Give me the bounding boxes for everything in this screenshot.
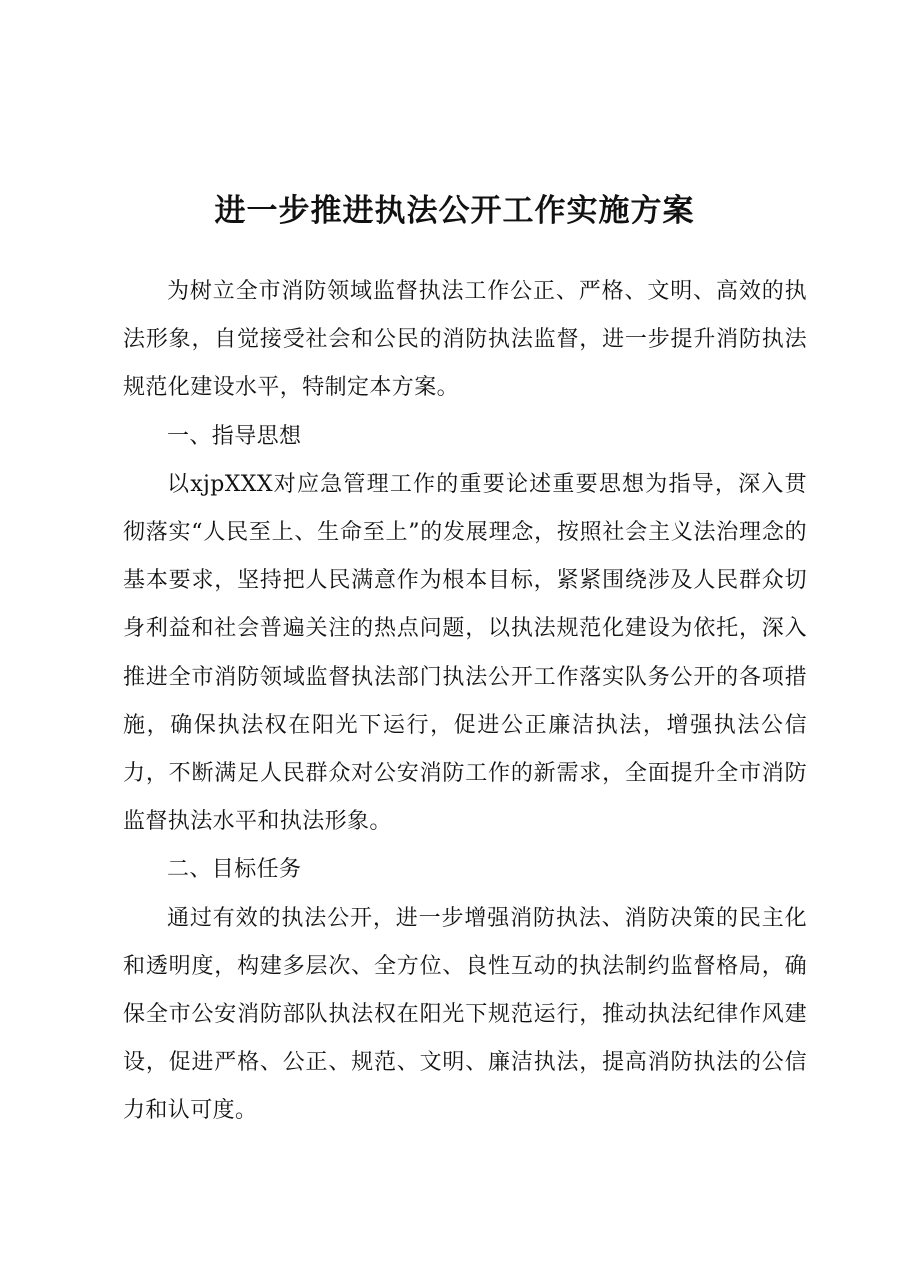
document-title: 进一步推进执法公开工作实施方案 xyxy=(214,193,695,229)
section-heading-guiding-ideology: 一、指导思想 xyxy=(167,423,302,449)
section-heading-objectives: 二、目标任务 xyxy=(167,857,302,883)
section-paragraph-objectives: 通过有效的执法公开，进一步增强消防执法、消防决策的民主化和透明度，构建多层次、全方位、良性互动的执法制约监督格局，确保全市公安消防部队执法权在阳光下规范运行，推动执法纪律作风建设，促进严格、公正、规范、文明、廉洁执法，提高消防执法的公信力和认可度。 xyxy=(123,905,807,1124)
document-body xyxy=(123,268,807,1136)
section-paragraph-guiding-ideology: 以xjpXXX对应急管理工作的重要论述重要思想为指导，深入贯彻落实“人民至上、生命至上”的发展理念，按照社会主义法治理念的基本要求，坚持把人民满意作为根本目标，紧紧围绕涉及人民群众切身利益和社会普遍关注的热点问题，以执法规范化建设为依托，深入推进全市消防领域监督执法部门执法公开工作落实队务公开的各项措施，确保执法权在阳光下运行，促进公正廉洁执法，增强执法公信力，不断满足人民群众对公安消防工作的新需求，全面提升全市消防监督执法水平和执法形象。 xyxy=(123,471,807,835)
intro-paragraph: 为树立全市消防领域监督执法工作公正、严格、文明、高效的执法形象，自觉接受社会和公民的消防执法监督，进一步提升消防执法规范化建设水平，特制定本方案。 xyxy=(123,279,807,401)
